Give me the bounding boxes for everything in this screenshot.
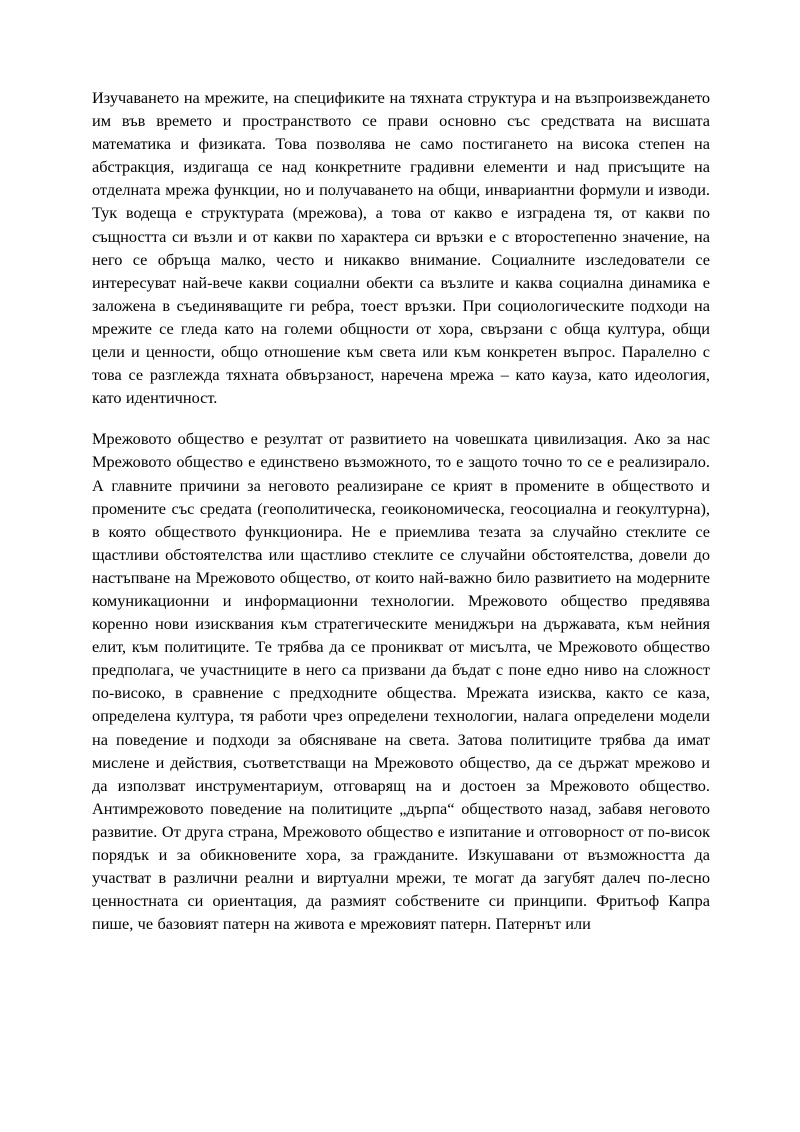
body-paragraph-1: Изучаването на мрежите, на спецификите на тяхната структура и на възпроизвеждането им във времето и пространството се прави основно със средствата на висшата математика и физиката. Това позволява не само постигането на висока степен на абстракция, издигаща се над конкретните градивни елементи и над присъщите на отделната мрежа функции, но и получаването на общи, инвариантни формули и изводи. Тук водеща е структурата (мрежова), а това от какво е изградена тя, от какви по същността си възли и от какви по характера си връзки е с второстепенно значение, на него се обръща малко, често и никакво внимание. Социалните изследователи се интересуват най-вече какви социални обекти са възлите и каква социална динамика е заложена в съединяващите ги ребра, тоест връзки. При социологическите подходи на мрежите се гледа като на големи общности от хора, свързани с обща култура, общи цели и ценности, общо отношение към света или към конкретен въпрос. Паралелно с това се разглежда тяхната обвързаност, наречена мрежа – като кауза, като идеология, като идентичност. [92, 88, 710, 408]
body-paragraph-2: Мрежовото общество е резултат от развитието на човешката цивилизация. Ако за нас Мрежовото общество е единствено възможното, то е защото точно то се е реализирало. А главните причини за неговото реализиране се крият в промените в обществото и промените със средата (геополитическа, геоикономическа, геосоциална и геокултурна), в която обществото функционира. Не е приемлива тезата за случайно стеклите се щастливи обстоятелства или щастливо стеклите се случайни обстоятелства, довели до настъпване на Мрежовото общество, от които най-важно било развитието на модерните комуникационни и информационни технологии. Мрежовото общество предявява коренно нови изисквания към стратегическите мениджъри на държавата, към нейния елит, към политиците. Те трябва да се проникват от мисълта, че Мрежовото общество предполага, че участниците в него са призвани да бъдат с поне едно ниво на сложност по-високо, в сравнение с предходните общества. Мрежата изисква, както се каза, определена култура, тя работи чрез определени технологии, налага определени модели на поведение и подходи за обясняване на света. Затова политиците трябва да имат мислене и действия, съответстващи на Мрежовото общество, да се държат мрежово и да използват инструментариум, отговарящ на и достоен за Мрежовото общество. Антимрежовото поведение на политиците „дърпа“ обществото назад, забавя неговото развитие. От друга страна, Мрежовото общество е изпитание и отговорност от по-висок порядък и за обикновените хора, за гражданите. Изкушавани от възможността да участват в различни реални и виртуални мрежи, те могат да загубят далеч по-лесно ценностната си ориентация, да размият собствените си принципи. Фритьоф Капра пише, че базовият патерн на живота е мрежовият патерн. Патернът или [92, 429, 710, 934]
page-text-body [92, 86, 710, 935]
